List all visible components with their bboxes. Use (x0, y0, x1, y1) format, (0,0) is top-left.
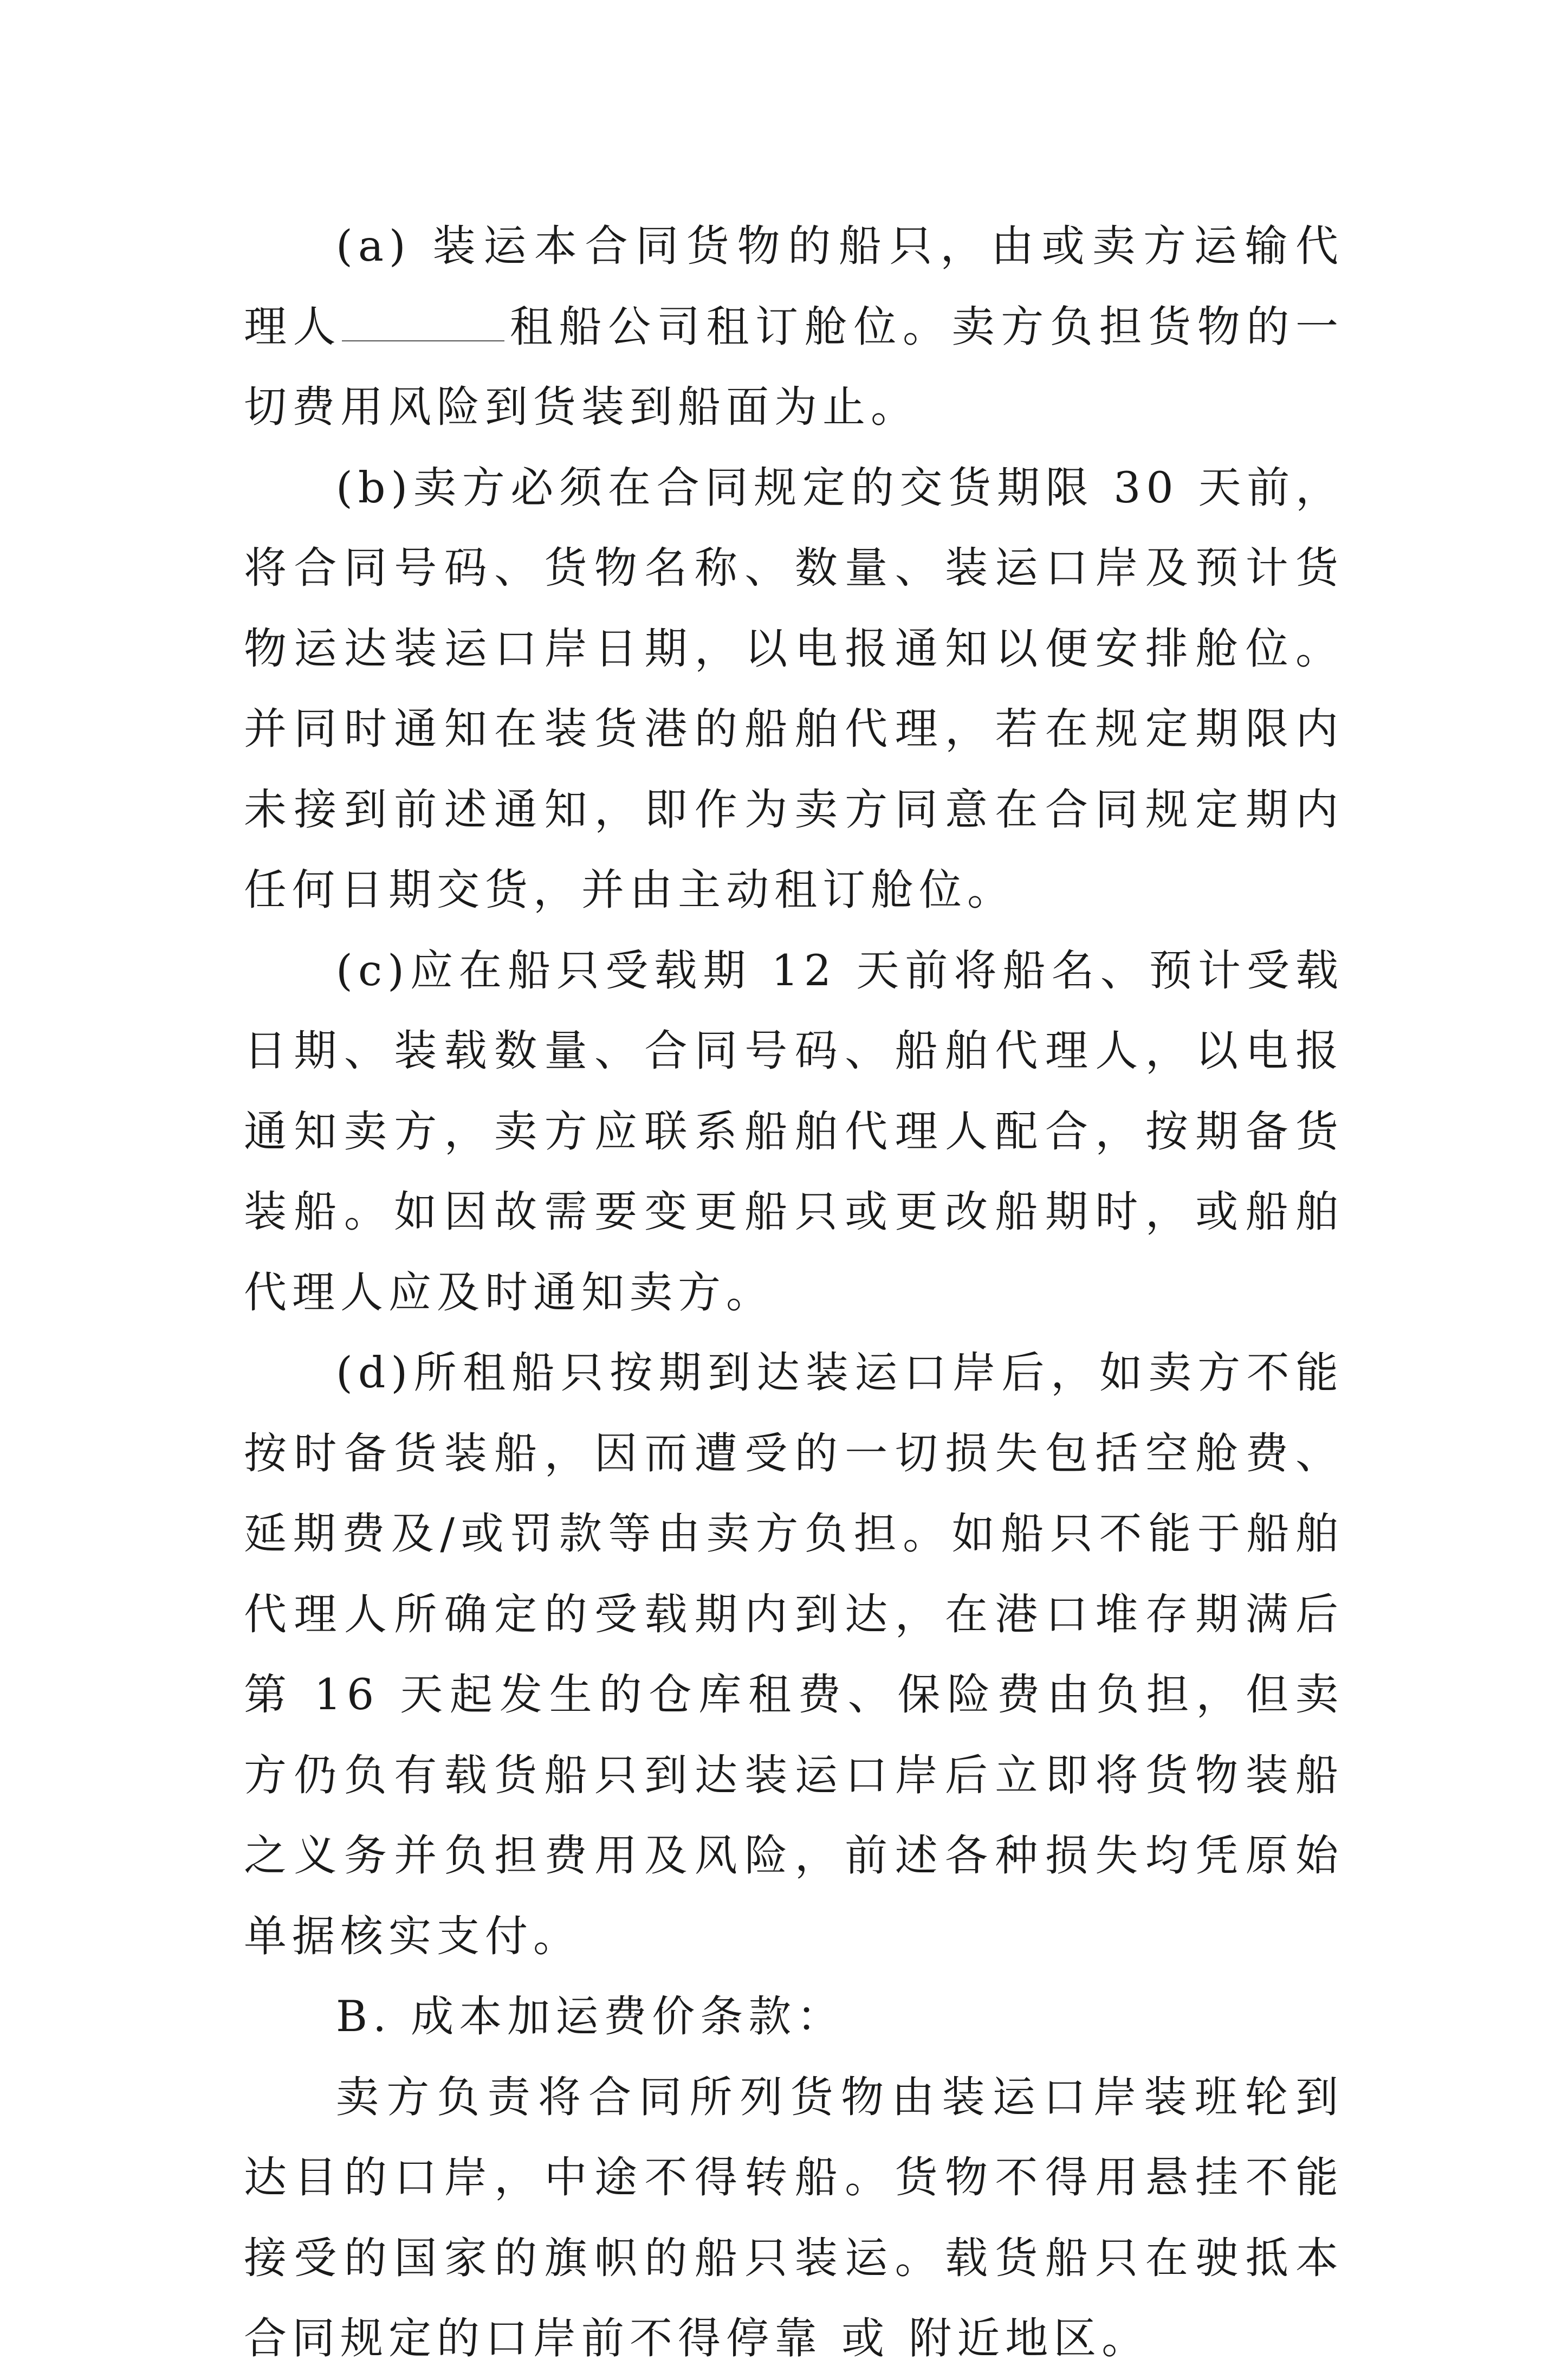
paragraph-d (244, 1333, 1344, 1976)
section-b-heading-text: B. 成本加运费价条款： (336, 1992, 845, 2041)
paragraph-b (244, 448, 1344, 930)
section-b-body-text: 卖方负责将合同所列货物由装运口岸装班轮到达目的口岸，中途不得转船。货物不得用悬挂不能接受的国家的旗帜的船只装运。载货船只在驶抵本合同规定的口岸前不得停靠 或 附近地区。 (244, 2072, 1344, 2363)
paragraph-c (244, 930, 1344, 1333)
blank-line (342, 298, 504, 341)
paragraph-a-text-2: 租船公司租订舱位。卖方负担货物的一切费用风险到货装到船面为止。 (244, 301, 1344, 432)
paragraph-a-text-1: (a) 装运本合同货物的船只，由或卖方运输代理人 (244, 221, 1344, 352)
paragraph-a (244, 206, 1344, 448)
document-body (244, 206, 1344, 2379)
paragraph-b-text: (b)卖方必须在合同规定的交货期限 30 天前，将合同号码、货物名称、数量、装运口岸及预计货物运达装运口岸日期，以电报通知以便安排舱位。并同时通知在装货港的船舶代理，若在规定期限内未接到前述通知，即作为卖方同意在合同规定期内任何日期交货，并由主动租订舱位。 (244, 462, 1344, 915)
section-b-heading (244, 1976, 1344, 2057)
paragraph-c-text: (c)应在船只受载期 12 天前将船名、预计受载日期、装载数量、合同号码、船舶代理人，以电报通知卖方，卖方应联系船舶代理人配合，按期备货装船。如因故需要变更船只或更改船期时，或船舶代理人应及时通知卖方。 (244, 945, 1344, 1317)
paragraph-d-text: (d)所租船只按期到达装运口岸后，如卖方不能按时备货装船，因而遭受的一切损失包括空舱费、延期费及/或罚款等由卖方负担。如船只不能于船舶代理人所确定的受载期内到达，在港口堆存期满后第 16 天起发生的仓库租费、保险费由负担，但卖方仍负有载货船只到达装运口岸后立即将货物装船之义务并负担费用及风险，前述各种损失均凭原始单据核实支付。 (244, 1348, 1344, 1961)
